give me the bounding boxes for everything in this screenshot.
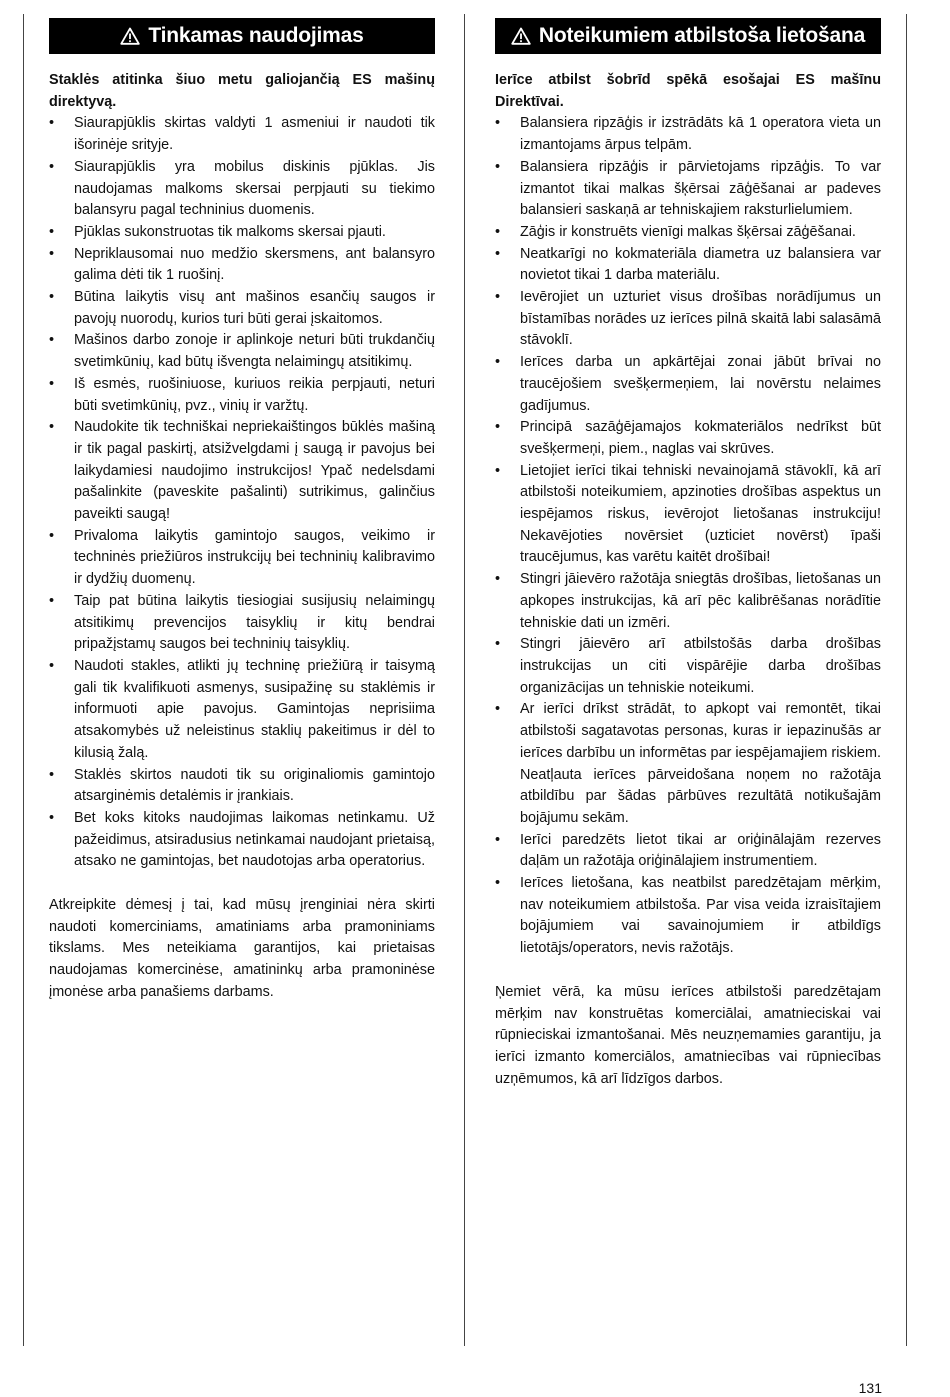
warning-triangle-icon: [511, 27, 531, 45]
bullet: •: [49, 332, 55, 349]
list-item: [495, 699, 881, 829]
list-item-text: Lietojiet ierīci tikai tehniski nevainojamā stāvoklī, kā arī atbilstoši noteikumiem, apzinoties drošības aspektus un iespējamos riskus, ievērojot lietošanas instrukciju! Nekavējoties novērsiet (uzticiet novērst) īpaši traucējumus, kas varētu kaitēt drošībai!: [520, 462, 881, 566]
list-item: [495, 417, 881, 460]
list-item-text: Bet koks kitoks naudojimas laikomas netinkamu. Už pažeidimus, atsiradusius netinkamai naudojant prietaisą, atsako ne gamintojas, bet naudotojas arba operatorius.: [74, 809, 435, 870]
list-item: [495, 873, 881, 960]
bullet: •: [495, 245, 501, 262]
left-section-header: [49, 18, 435, 54]
left-paragraph: Atkreipkite dėmesį į tai, kad mūsų įrenginiai nėra skirti naudoti komerciniams, amatiniams arba pramoniniams tikslams. Mes neteikiama garantijos, kai prietaisas naudojamas komercinėse, amatininkų arba pramoninėse įmonėse arba panašiems darbams.: [49, 897, 435, 1000]
list-item: [49, 808, 435, 873]
list-item-text: Balansiera ripzāģis ir pārvietojams ripzāģis. To var izmantot tikai malkas šķērsai zāģēšanai ar padeves balansieri saskaņā ar tehniskajiem raksturlielumiem.: [520, 158, 881, 219]
bullet: •: [495, 223, 501, 240]
list-item: [49, 244, 435, 287]
list-item: [495, 287, 881, 352]
list-item-text: Stingri jāievēro ražotāja sniegtās drošības, lietošanas un apkopes instrukcijas, kā arī pēc kalibrēšanas norādītie tehniskie dati un izmēri.: [520, 571, 881, 631]
bullet: •: [49, 766, 55, 783]
bullet: •: [49, 419, 55, 436]
right-section-header: [495, 18, 881, 54]
list-item: [49, 113, 435, 156]
bullet: •: [49, 657, 55, 674]
list-item-text: Zāģis ir konstruēts vienīgi malkas šķērsai zāģēšanai.: [520, 223, 856, 240]
list-item: [49, 591, 435, 656]
bullet: •: [495, 289, 501, 306]
list-item-text: Siaurapjūklis yra mobilus diskinis pjūklas. Jis naudojamas malkoms skersai perpjauti su tiekimo balansyru pagal techninius duomenis.: [74, 158, 435, 219]
list-item: [49, 222, 435, 244]
list-item: [49, 417, 435, 526]
list-item: [49, 330, 435, 373]
list-item: [495, 634, 881, 699]
list-item: [495, 222, 881, 244]
list-item-text: Nepriklausomai nuo medžio skersmens, ant balansyro galima dėti tik 1 ruošinį.: [74, 245, 435, 284]
bullet: •: [49, 245, 55, 262]
list-item-text: Staklės skirtos naudoti tik su originaliomis gamintojo atsarginėmis detalėmis ir įrankiais.: [74, 766, 435, 805]
bullet: •: [495, 158, 501, 175]
list-item-text: Ievērojiet un uzturiet visus drošības norādījumus un bīstamības norādes uz ierīces pilnā skaitā labi salasāmā stāvoklī.: [520, 289, 881, 349]
list-item-text: Naudokite tik techniškai nepriekaištingos būklės mašiną ir tik pagal paskirtį, atsižvelgdami į saugą ir pavojus bei laikydamiesi naudojimo instrukcijos! Ypač nedelsdami pašalinkite (paveskite pašalinti) sutrikimus, galinčius paveikti saugą!: [74, 419, 435, 523]
bullet: •: [495, 462, 501, 479]
list-item: [49, 526, 435, 591]
bullet: •: [49, 527, 55, 544]
left-margin-rule: [23, 14, 24, 1346]
bullet: •: [49, 809, 55, 826]
bullet: •: [495, 419, 501, 436]
warning-triangle-icon: [120, 27, 140, 45]
bullet: •: [495, 831, 501, 848]
list-item-text: Principā sazāģējamajos kokmateriālos nedrīkst būt svešķermeņi, piem., naglas vai skrūves.: [520, 419, 881, 457]
list-item: [49, 374, 435, 417]
bullet: •: [49, 223, 55, 240]
right-column: [495, 18, 881, 1090]
list-item-text: Neatkarīgi no kokmateriāla diametra uz balansiera var novietot tikai 1 darba materiālu.: [520, 245, 881, 284]
bullet: •: [49, 289, 55, 306]
center-divider-rule: [464, 14, 465, 1346]
bullet: •: [495, 636, 501, 653]
left-column: [49, 18, 435, 1004]
list-item-text: Pjūklas sukonstruotas tik malkoms skersai pjauti.: [74, 223, 386, 240]
list-item-text: Siaurapjūklis skirtas valdyti 1 asmeniui ir naudoti tik išorinėje srityje.: [74, 115, 435, 154]
bullet: •: [49, 115, 55, 132]
bullet: •: [495, 875, 501, 892]
list-item-text: Stingri jāievēro arī atbilstošās darba drošības instrukcijas un citi vispārējie darba drošības organizācijas un tehniskie noteikumi.: [520, 636, 881, 696]
bullet: •: [49, 158, 55, 175]
list-item: [49, 287, 435, 330]
list-item-text: Balansiera ripzāģis ir izstrādāts kā 1 operatora vieta un izmantojams ārpus telpām.: [520, 115, 881, 154]
bullet: •: [495, 701, 501, 718]
left-item-list: [49, 113, 435, 873]
bullet: •: [495, 571, 501, 588]
list-item: [495, 244, 881, 287]
list-item: [495, 113, 881, 156]
right-paragraph: Ņemiet vērā, ka mūsu ierīces atbilstoši paredzētajam mērķim nav konstruētas komerciālai, amatnieciskai vai rūpnieciskai izmantošanai. Mēs neuzņemamies garantiju, ja ierīci izmanto komerciālos, amatniecības vai rūpniecības uzņēmumos, kā arī līdzīgos darbos.: [495, 983, 881, 1087]
right-margin-rule: [906, 14, 907, 1346]
list-item-text: Naudoti stakles, atlikti jų techninę priežiūrą ir taisymą gali tik kvalifikuoti asmenys, susipažinę su staklėmis ir informuoti apie pavojus. Gamintojas neprisiima atsakomybės už neleistinus staklių pakeitimus ir dėl to kilusią žalą.: [74, 657, 435, 761]
list-item: [495, 830, 881, 873]
list-item: [495, 569, 881, 634]
list-item-text: Ierīces darba un apkārtējai zonai jābūt brīvai no traucējošiem svešķermeņiem, lai novērstu nelaimes gadījumus.: [520, 354, 881, 414]
right-item-list: [495, 113, 881, 959]
left-intro: Staklės atitinka šiuo metu galiojančią ES mašinų direktyvą.: [49, 72, 435, 110]
list-item-text: Ierīci paredzēts lietot tikai ar oriģinālajām rezerves daļām un ražotāja oriģinālajiem instrumentiem.: [520, 831, 881, 870]
list-item-text: Ar ierīci drīkst strādāt, to apkopt vai remontēt, tikai atbilstoši sagatavotas personas, kuras ir iepazinušās ar ierīces darbību un informētas par iespējamajiem riskiem. Neatļauta ierīces pārveidošana noņem no ražotāja atbildību par šādas pārbūves rezultātā notikušajām bojājumu sekām.: [520, 701, 881, 826]
bullet: •: [495, 115, 501, 132]
list-item-text: Privaloma laikytis gamintojo saugos, veikimo ir techninės priežiūros instrukcijų bei techninių kalibravimo ir dydžių duomenų.: [74, 527, 435, 588]
right-section-title: Noteikumiem atbilstoša lietošana: [538, 24, 866, 47]
right-intro: Ierīce atbilst šobrīd spēkā esošajai ES mašīnu Direktīvai.: [495, 72, 881, 110]
list-item: [495, 157, 881, 222]
list-item: [49, 765, 435, 808]
bullet: •: [49, 592, 55, 609]
list-item-text: Mašinos darbo zonoje ir aplinkoje neturi būti trukdančių svetimkūnių, kad būtų išvengta nelaimingų atsitikimų.: [74, 332, 435, 371]
list-item-text: Būtina laikytis visų ant mašinos esančių saugos ir pavojų nuorodų, kurios turi būti gerai įskaitomos.: [74, 289, 435, 327]
page-number: 131: [858, 1380, 882, 1396]
list-item: [495, 352, 881, 417]
list-item-text: Iš esmės, ruošiniuose, kuriuos reikia perpjauti, neturi būti svetimkūnių, pvz., vinių ir varžtų.: [74, 375, 435, 414]
list-item: [49, 157, 435, 222]
list-item: [495, 461, 881, 570]
list-item: [49, 656, 435, 765]
bullet: •: [49, 375, 55, 392]
bullet: •: [495, 354, 501, 371]
list-item-text: Taip pat būtina laikytis tiesiogiai susijusių nelaimingų atsitikimų prevencijos taisyklių ir kitų bendrai pripažįstamų saugos bei techninių taisyklių.: [74, 592, 435, 653]
left-section-title: Tinkamas naudojimas: [148, 24, 364, 47]
list-item-text: Ierīces lietošana, kas neatbilst paredzētajam mērķim, nav noteikumiem atbilstoša. Par visa veida izraisītajiem bojājumiem vai savainojumiem ir atbildīgs lietotājs/operators, nevis ražotājs.: [520, 875, 881, 957]
